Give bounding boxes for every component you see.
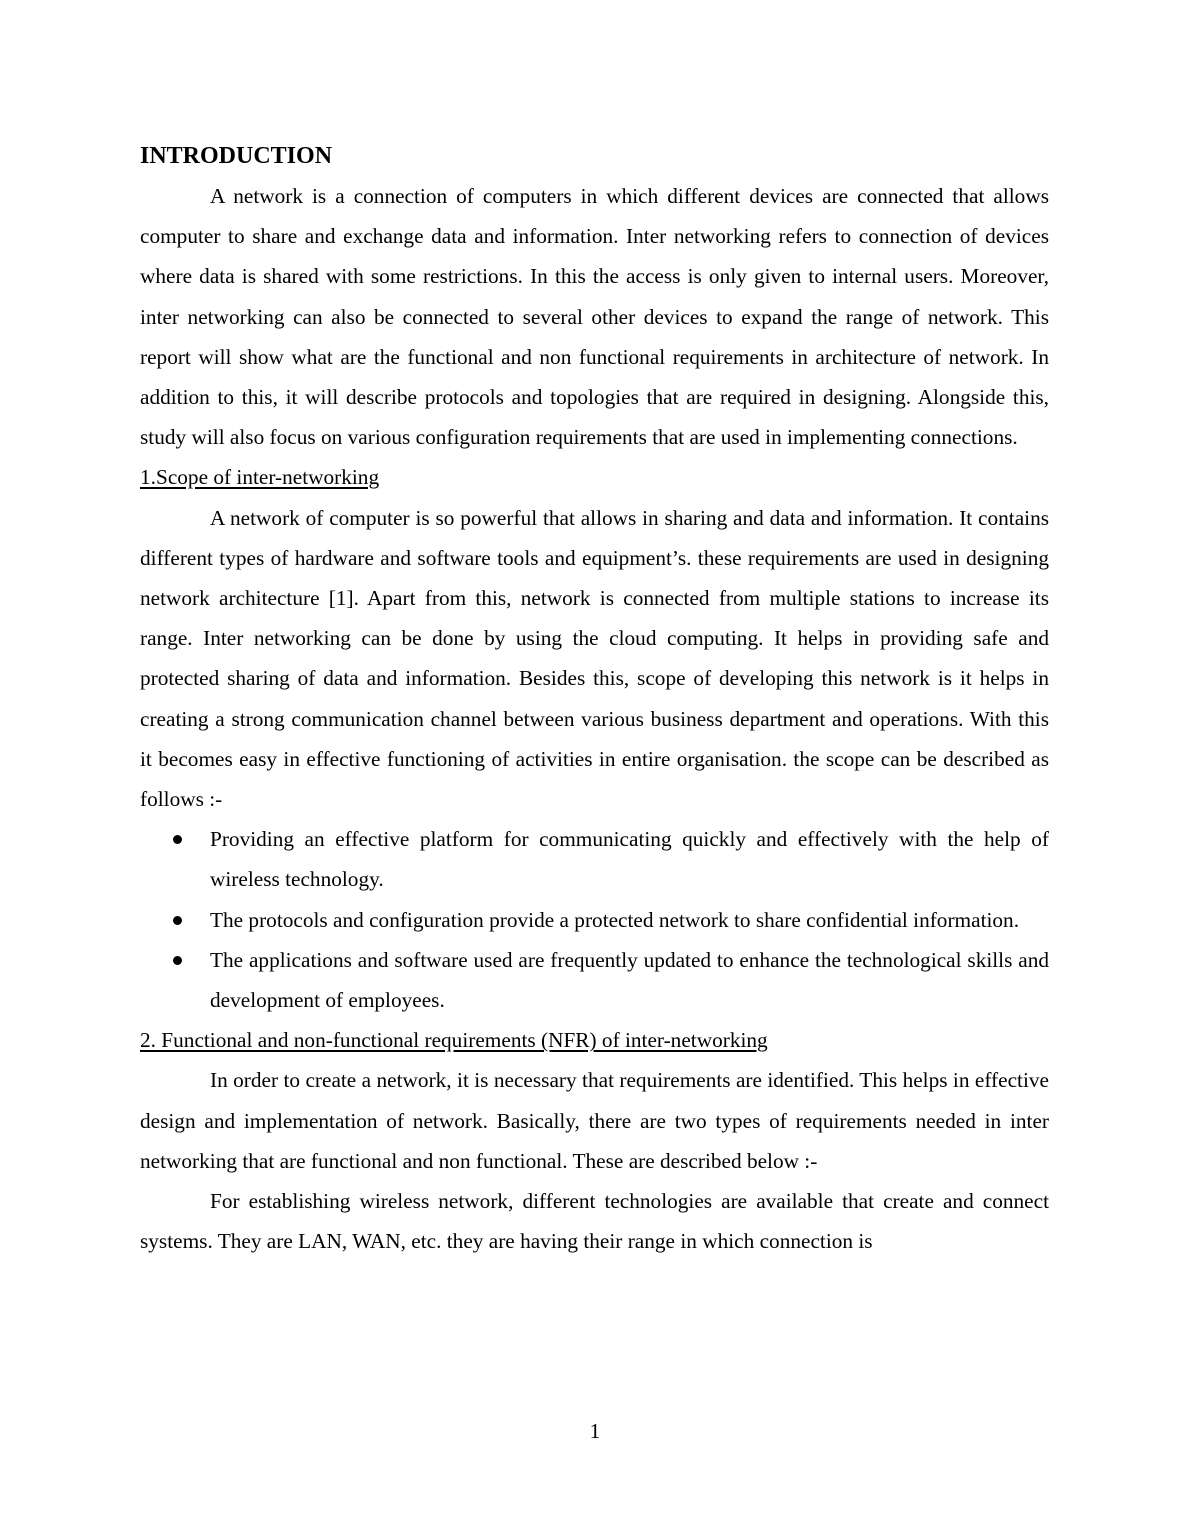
scope-paragraph: A network of computer is so powerful that allows in sharing and data and information. It contains different types of hardware and software tools and equipment’s. these requirements are used in designing network architecture [1]. Apart from this, network is connected from multiple stations to increase its range. Inter networking can be done by using the cloud computing. It helps in providing safe and protected sharing of data and information. Besides this, scope of developing this network is it helps in creating a strong communication channel between various business department and operations. With this it becomes easy in effective functioning of activities in entire organisation. the scope can be described as follows :-: [140, 505, 1049, 812]
bullet-icon: [173, 956, 182, 965]
list-item: [140, 940, 1049, 1020]
document-page: [140, 138, 1049, 1261]
page-number: 1: [589, 1419, 601, 1443]
page-title: INTRODUCTION: [140, 143, 333, 169]
section-heading-requirements: 2. Functional and non-functional requirements (NFR) of inter-networking: [140, 1028, 768, 1053]
bullet-icon: [173, 835, 182, 844]
list-item-text: The applications and software used are frequently updated to enhance the technological skills and development of employees.: [210, 947, 1049, 1013]
list-item: [140, 819, 1049, 899]
scope-bullet-list: [140, 819, 1049, 1020]
wireless-paragraph: For establishing wireless network, different technologies are available that create and connect systems. They are LAN, WAN, etc. they are having their range in which connection is: [140, 1189, 1049, 1254]
requirements-paragraph: In order to create a network, it is necessary that requirements are identified. This helps in effective design and implementation of network. Basically, there are two types of requirements needed in inter networking that are functional and non functional. These are described below :-: [140, 1068, 1049, 1173]
intro-paragraph: A network is a connection of computers in which different devices are connected that allows computer to share and exchange data and information. Inter networking refers to connection of devices where data is shared with some restrictions. In this the access is only given to internal users. Moreover, inter networking can also be connected to several other devices to expand the range of network. This report will show what are the functional and non functional requirements in architecture of network. In addition to this, it will describe protocols and topologies that are required in designing. Alongside this, study will also focus on various configuration requirements that are used in implementing connections.: [140, 184, 1049, 450]
list-item-text: Providing an effective platform for communicating quickly and effectively with the help of wireless technology.: [210, 827, 1049, 892]
list-item-text: The protocols and configuration provide a protected network to share confidential information.: [210, 907, 1020, 932]
list-item: [140, 900, 1049, 940]
section-heading-scope: 1.Scope of inter-networking: [140, 465, 380, 490]
bullet-icon: [173, 916, 182, 925]
